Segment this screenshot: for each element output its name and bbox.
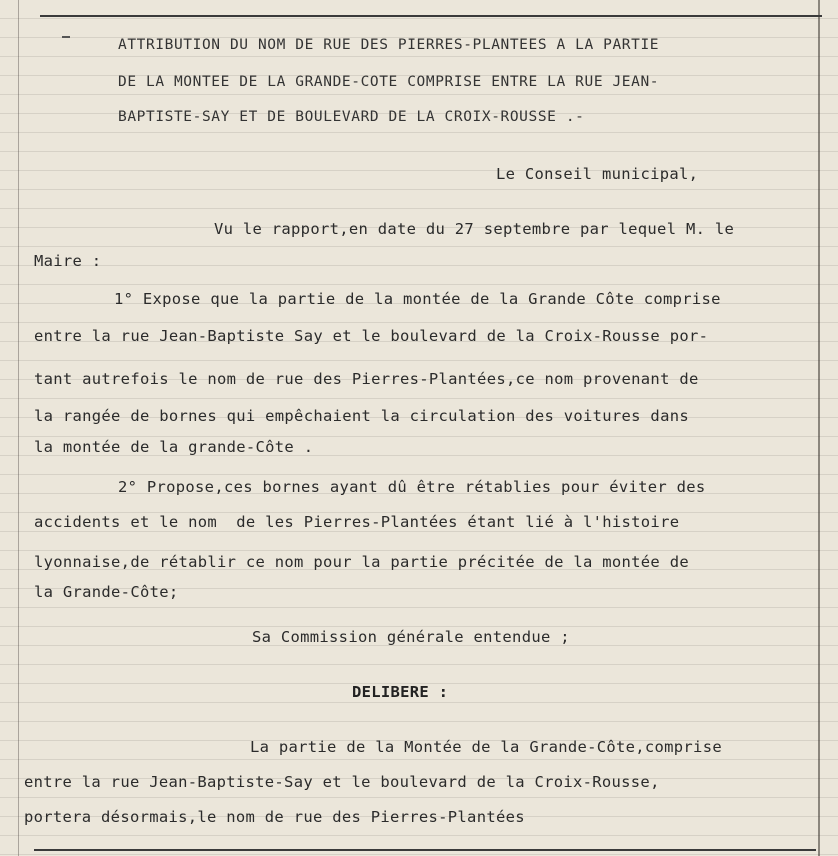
bottom-rule bbox=[34, 849, 816, 851]
title-line-2: DE LA MONTEE DE LA GRANDE-COTE COMPRISE ENTRE LA RUE JEAN- bbox=[118, 74, 660, 90]
margin-tick-mark bbox=[62, 36, 70, 38]
left-margin-line bbox=[18, 0, 19, 856]
decision-line-1: La partie de la Montée de la Grande-Côte,comprise bbox=[250, 738, 722, 756]
council-heading: Le Conseil municipal, bbox=[496, 165, 699, 183]
commission-line: Sa Commission générale entendue ; bbox=[252, 628, 570, 646]
point1-line-3: tant autrefois le nom de rue des Pierres-Plantées,ce nom provenant de bbox=[34, 370, 699, 388]
top-rule bbox=[40, 15, 822, 17]
point1-line-4: la rangée de bornes qui empêchaient la circulation des voitures dans bbox=[34, 407, 689, 425]
report-line-1: Vu le rapport,en date du 27 septembre par lequel M. le bbox=[214, 220, 735, 238]
right-margin-line bbox=[818, 0, 820, 856]
report-line-2: Maire : bbox=[34, 252, 102, 270]
title-line-3: BAPTISTE-SAY ET DE BOULEVARD DE LA CROIX-ROUSSE .- bbox=[118, 109, 585, 125]
point2-line-3: lyonnaise,de rétablir ce nom pour la partie précitée de la montée de bbox=[34, 553, 689, 571]
point2-line-4: la Grande-Côte; bbox=[34, 583, 179, 601]
point1-line-5: la montée de la grande-Côte . bbox=[34, 438, 314, 456]
delibere-heading: DELIBERE : bbox=[352, 683, 449, 701]
decision-line-3: portera désormais,le nom de rue des Pierres-Plantées bbox=[24, 808, 525, 826]
point2-line-2: accidents et le nom de les Pierres-Plantées étant lié à l'histoire bbox=[34, 513, 680, 531]
decision-line-2: entre la rue Jean-Baptiste-Say et le boulevard de la Croix-Rousse, bbox=[24, 773, 660, 791]
title-line-1: ATTRIBUTION DU NOM DE RUE DES PIERRES-PLANTEES A LA PARTIE bbox=[118, 37, 660, 53]
point1-line-1: 1° Expose que la partie de la montée de la Grande Côte comprise bbox=[114, 290, 721, 308]
point2-line-1: 2° Propose,ces bornes ayant dû être rétablies pour éviter des bbox=[118, 478, 706, 496]
point1-line-2: entre la rue Jean-Baptiste Say et le boulevard de la Croix-Rousse por- bbox=[34, 327, 709, 345]
